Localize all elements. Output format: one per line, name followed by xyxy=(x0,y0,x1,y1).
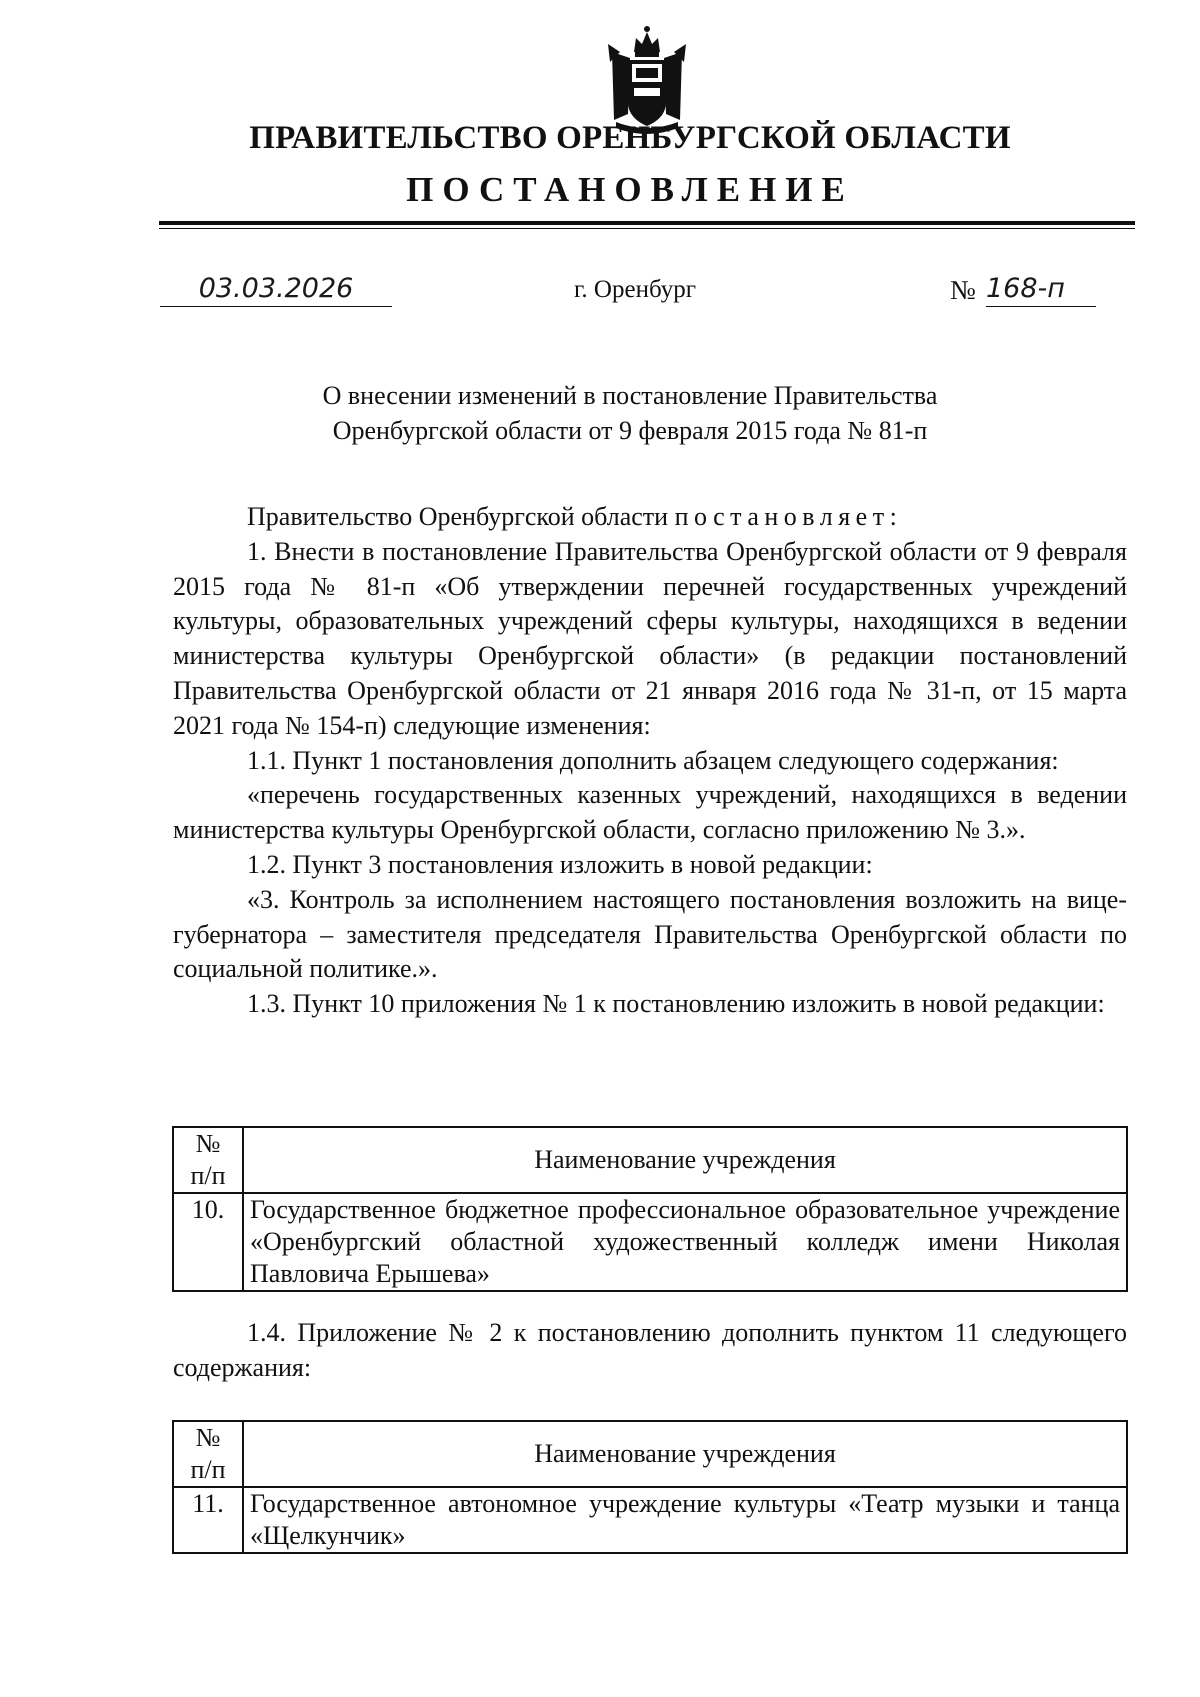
row-institution-name: Государственное бюджетное профессиональное образовательное учреждение «Оренбургский областной художественный колледж имени Николая Павловича Ерышева» xyxy=(243,1193,1127,1291)
handwritten-number: 168-п xyxy=(986,273,1065,304)
government-title: ПРАВИТЕЛЬСТВО ОРЕНБУРГСКОЙ ОБЛАСТИ xyxy=(249,120,1011,156)
column-name-header: Наименование учреждения xyxy=(243,1421,1127,1487)
subject-line-2: Оренбургской области от 9 февраля 2015 года № 81-п xyxy=(332,416,928,445)
paragraph-1-1: 1.1. Пункт 1 постановления дополнить абзацем следующего содержания: xyxy=(247,745,1059,775)
preamble-verb: постановляет: xyxy=(674,502,903,531)
table-row xyxy=(173,1193,1127,1291)
document-subject xyxy=(160,378,1100,448)
coat-of-arms-emblem xyxy=(606,22,688,136)
city: г. Оренбург xyxy=(574,276,696,303)
row-number: 10. xyxy=(173,1193,243,1291)
number-label: № xyxy=(950,275,976,305)
table-header-row xyxy=(173,1127,1127,1193)
header-rule-thin xyxy=(159,228,1135,229)
column-number-header: № п/п xyxy=(173,1421,243,1487)
row-institution-name: Государственное автономное учреждение культуры «Театр музыки и танца «Щелкунчик» xyxy=(243,1487,1127,1553)
paragraph-1: 1. Внести в постановление Правительства Оренбургской области от 9 февраля 2015 года № 81-п «Об утверждении перечней государственных учреждений культуры, образовательных учреждений сферы культуры, находящихся в ведении министерства культуры Оренбургской области» (в редакции постановлений Правительства Оренбургской области от 21 января 2016 года № 31-п, от 15 марта 2021 года № 154-п) следующие изменения: xyxy=(173,536,1127,740)
paragraph-1-1-quote: «перечень государственных казенных учреждений, находящихся в ведении министерства культуры Оренбургской области, согласно приложению № 3.». xyxy=(173,780,1127,845)
header-rule-thick xyxy=(159,221,1135,225)
subject-line-1: О внесении изменений в постановление Правительства xyxy=(322,381,938,410)
document-kind: ПОСТАНОВЛЕНИЕ xyxy=(406,170,854,209)
table-row xyxy=(173,1487,1127,1553)
table-header-row xyxy=(173,1421,1127,1487)
number-field xyxy=(986,272,1096,307)
institutions-table-1 xyxy=(172,1126,1128,1292)
paragraph-1-4: 1.4. Приложение № 2 к постановлению дополнить пунктом 11 следующего содержания: xyxy=(173,1318,1127,1382)
institutions-table-2 xyxy=(172,1420,1128,1554)
preamble xyxy=(173,500,1127,535)
column-number-header: № п/п xyxy=(173,1127,243,1193)
paragraph-1-3: 1.3. Пункт 10 приложения № 1 к постановлению изложить в новой редакции: xyxy=(247,989,1105,1019)
handwritten-date: 03.03.2026 xyxy=(198,273,354,304)
row-number: 11. xyxy=(173,1487,243,1553)
column-name-header: Наименование учреждения xyxy=(243,1127,1127,1193)
paragraph-1-2: 1.2. Пункт 3 постановления изложить в новой редакции: xyxy=(247,849,873,879)
body-section-1 xyxy=(173,500,1127,1022)
paragraph-1-2-quote: «3. Контроль за исполнением настоящего постановления возложить на вице-губернатора – заместителя председателя Правительства Оренбургской области по социальной политике.». xyxy=(173,884,1127,984)
date-field xyxy=(160,272,392,307)
preamble-text: Правительство Оренбургской области xyxy=(247,502,675,531)
body-section-2 xyxy=(173,1316,1127,1386)
